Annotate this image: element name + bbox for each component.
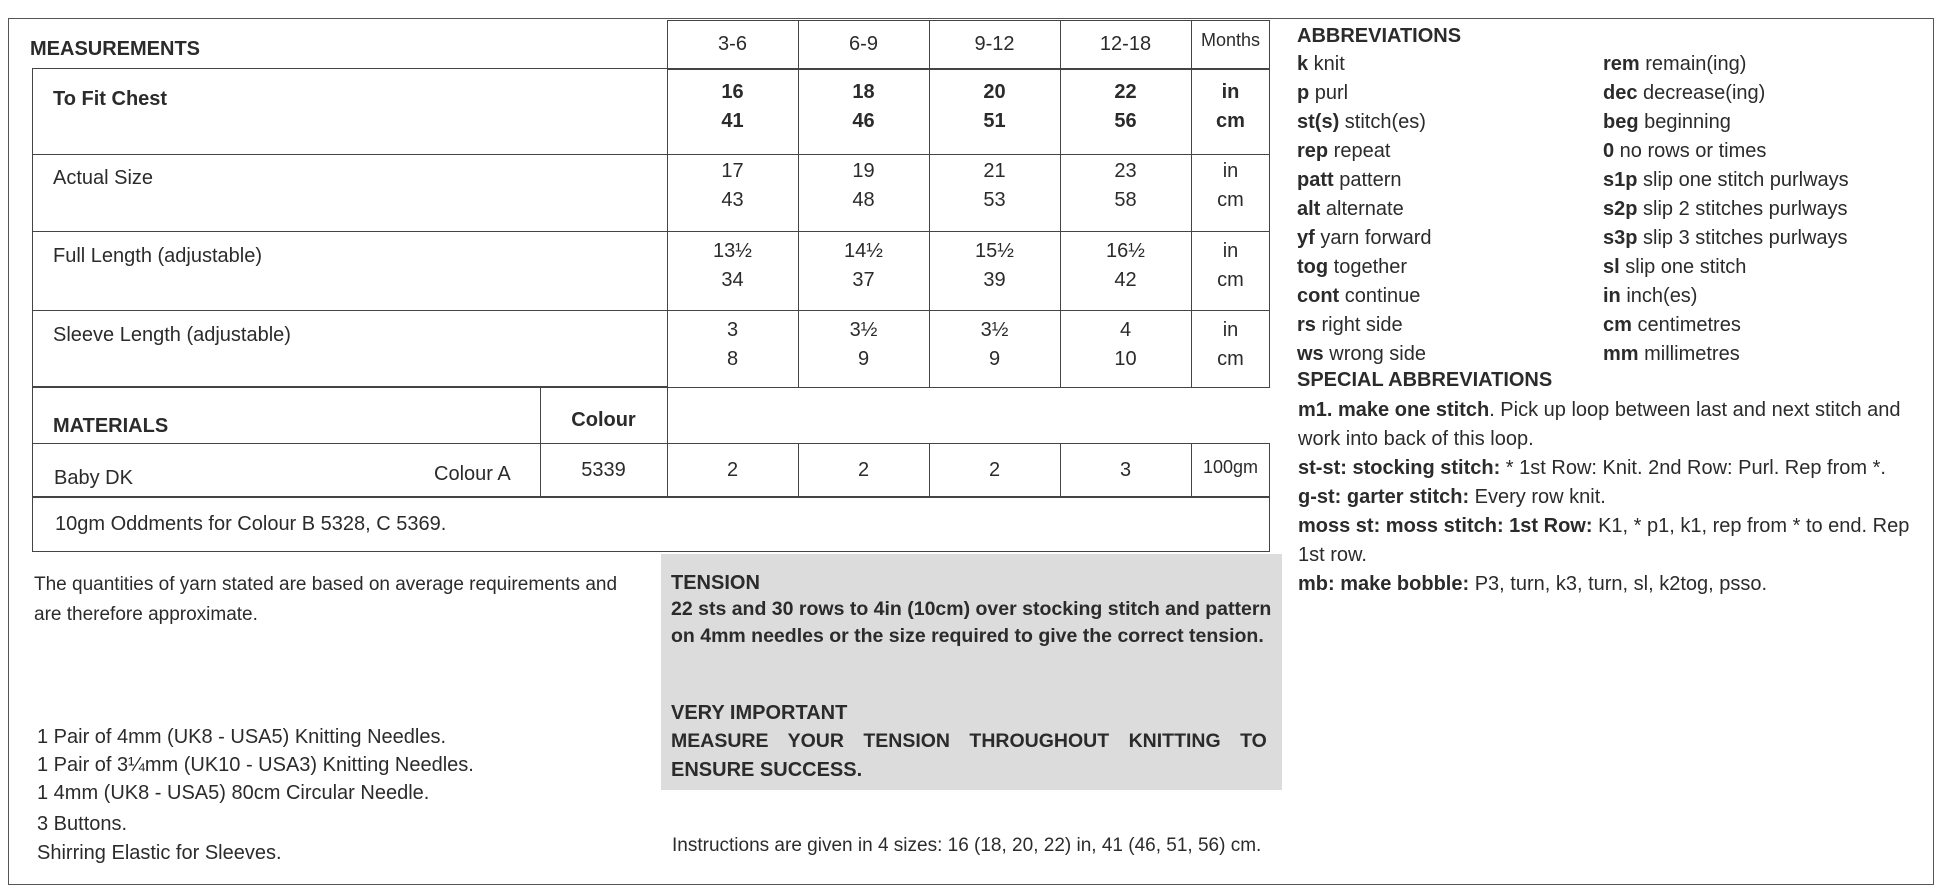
chest-value-in: 16 bbox=[721, 81, 744, 103]
special-abbreviation-definition: Every row knit. bbox=[1469, 486, 1606, 508]
measurements-title: MEASUREMENTS bbox=[30, 38, 201, 60]
abbreviation-key: 0 bbox=[1603, 140, 1615, 162]
row-separator bbox=[32, 310, 1270, 311]
chest-unit-in: in bbox=[1221, 81, 1240, 103]
abbreviation-item bbox=[1603, 110, 1731, 134]
abbreviation-item bbox=[1603, 284, 1697, 308]
special-abbreviation-key: mb: make bobble: bbox=[1298, 573, 1470, 595]
actual-value-in: 17 bbox=[721, 160, 744, 182]
length-value-in: 14½ bbox=[844, 240, 883, 262]
abbreviation-definition: stitch(es) bbox=[1339, 111, 1426, 133]
actual-value-cm: 48 bbox=[852, 189, 875, 211]
materials-title: MATERIALS bbox=[53, 415, 169, 437]
oddments-text: 10gm Oddments for Colour B 5328, C 5369. bbox=[55, 513, 447, 535]
abbreviation-key: in bbox=[1603, 285, 1621, 307]
special-abbreviation-definition: K1, * p1, k1, rep from * to end. Rep 1st row. bbox=[1298, 515, 1910, 566]
abbreviation-item bbox=[1603, 168, 1849, 192]
abbreviation-item bbox=[1297, 52, 1345, 76]
abbreviation-definition: pattern bbox=[1333, 169, 1402, 191]
abbreviation-definition: slip 2 stitches purlways bbox=[1637, 198, 1848, 220]
special-abbreviations-title: SPECIAL ABBREVIATIONS bbox=[1297, 369, 1553, 391]
length-value-cm: 39 bbox=[983, 269, 1006, 291]
special-abbreviation-key: m1. make one stitch bbox=[1298, 399, 1490, 421]
yarn-note-line: are therefore approximate. bbox=[34, 604, 258, 625]
abbreviation-key: k bbox=[1297, 53, 1309, 75]
tension-line: on 4mm needles or the size required to give the correct tension. bbox=[671, 625, 1264, 647]
size-header: 9-12 bbox=[974, 33, 1015, 55]
abbreviation-item bbox=[1603, 139, 1766, 163]
length-value-cm: 34 bbox=[721, 269, 744, 291]
tension-title: TENSION bbox=[671, 572, 760, 594]
important-line: MEASURE YOUR TENSION THROUGHOUT KNITTING TO bbox=[671, 730, 1267, 752]
abbreviation-definition: repeat bbox=[1328, 140, 1391, 162]
length-value-in: 16½ bbox=[1106, 240, 1145, 262]
row-label-sleeve-length: Sleeve Length (adjustable) bbox=[53, 324, 291, 346]
actual-value-in: 21 bbox=[983, 160, 1006, 182]
abbreviation-key: dec bbox=[1603, 82, 1638, 104]
sleeve-value-in: 3 bbox=[726, 319, 739, 341]
abbreviation-item bbox=[1603, 52, 1746, 76]
special-abbreviation-item bbox=[1298, 570, 1918, 599]
abbreviation-definition: no rows or times bbox=[1614, 140, 1767, 162]
abbreviation-item bbox=[1297, 110, 1426, 134]
row-label-actual-size: Actual Size bbox=[53, 167, 154, 189]
elastic-item: Shirring Elastic for Sleeves. bbox=[37, 842, 282, 864]
special-abbreviation-key: g-st: garter stitch: bbox=[1298, 486, 1470, 508]
abbreviation-item bbox=[1297, 197, 1404, 221]
abbreviation-definition: slip 3 stitches purlways bbox=[1637, 227, 1848, 249]
chest-value-in: 18 bbox=[852, 81, 875, 103]
needle-item: 1 4mm (UK8 - USA5) 80cm Circular Needle. bbox=[37, 782, 430, 804]
special-abbreviation-item bbox=[1298, 483, 1918, 512]
abbreviation-definition: remain(ing) bbox=[1639, 53, 1747, 75]
yarn-quantity: 2 bbox=[726, 459, 739, 481]
abbreviation-definition: millimetres bbox=[1638, 343, 1740, 365]
important-title: VERY IMPORTANT bbox=[671, 702, 848, 724]
sleeve-value-in: 3½ bbox=[849, 319, 878, 341]
actual-value-in: 19 bbox=[852, 160, 875, 182]
important-line: ENSURE SUCCESS. bbox=[671, 759, 863, 781]
abbreviation-definition: beginning bbox=[1638, 111, 1731, 133]
abbreviation-key: p bbox=[1297, 82, 1310, 104]
length-value-in: 13½ bbox=[713, 240, 752, 262]
length-unit-in: in bbox=[1222, 240, 1239, 262]
abbreviation-key: cont bbox=[1297, 285, 1340, 307]
chest-value-in: 20 bbox=[983, 81, 1006, 103]
size-header: 6-9 bbox=[849, 33, 878, 55]
abbreviation-definition: decrease(ing) bbox=[1637, 82, 1766, 104]
yarn-quantity-unit: 100gm bbox=[1202, 457, 1259, 477]
row-separator bbox=[32, 154, 1270, 155]
yarn-quantity: 3 bbox=[1119, 459, 1132, 481]
actual-unit-in: in bbox=[1222, 160, 1239, 182]
sleeve-unit-in: in bbox=[1222, 319, 1239, 341]
sleeve-value-cm: 9 bbox=[988, 348, 1001, 370]
abbreviation-item bbox=[1297, 81, 1348, 105]
length-unit-cm: cm bbox=[1217, 269, 1244, 291]
row-label-full-length: Full Length (adjustable) bbox=[53, 245, 263, 267]
special-abbreviation-key: moss st: moss stitch: 1st Row: bbox=[1298, 515, 1593, 537]
abbreviation-definition: wrong side bbox=[1323, 343, 1426, 365]
abbreviation-item bbox=[1297, 284, 1420, 308]
actual-value-cm: 43 bbox=[721, 189, 744, 211]
abbreviation-key: mm bbox=[1603, 343, 1639, 365]
length-value-cm: 37 bbox=[852, 269, 875, 291]
abbreviation-key: beg bbox=[1603, 111, 1639, 133]
abbreviation-definition: continue bbox=[1339, 285, 1421, 307]
abbreviation-key: s3p bbox=[1603, 227, 1638, 249]
abbreviation-key: s1p bbox=[1603, 169, 1638, 191]
abbreviation-definition: together bbox=[1328, 256, 1408, 278]
sleeve-unit-cm: cm bbox=[1217, 348, 1244, 370]
colour-header: Colour bbox=[571, 409, 636, 431]
yarn-colour-label: Colour A bbox=[434, 463, 511, 485]
chest-value-cm: 41 bbox=[721, 110, 744, 132]
sleeve-value-in: 4 bbox=[1119, 319, 1132, 341]
abbreviation-definition: inch(es) bbox=[1620, 285, 1698, 307]
tension-line: 22 sts and 30 rows to 4in (10cm) over stocking stitch and pattern bbox=[671, 598, 1272, 620]
tension-box bbox=[661, 554, 1282, 790]
unit-header: Months bbox=[1200, 30, 1261, 50]
sleeve-value-cm: 9 bbox=[857, 348, 870, 370]
actual-value-cm: 53 bbox=[983, 189, 1006, 211]
special-abbreviation-definition: . Pick up loop between last and next stitch and work into back of this loop. bbox=[1298, 399, 1901, 450]
size-header: 12-18 bbox=[1099, 33, 1152, 55]
needle-item: 1 Pair of 4mm (UK8 - USA5) Knitting Needles. bbox=[37, 726, 447, 748]
abbreviation-item bbox=[1603, 313, 1741, 337]
abbreviation-key: ws bbox=[1297, 343, 1324, 365]
sleeve-value-in: 3½ bbox=[980, 319, 1009, 341]
yarn-quantity: 2 bbox=[988, 459, 1001, 481]
abbreviation-key: tog bbox=[1297, 256, 1329, 278]
sleeve-value-cm: 8 bbox=[726, 348, 739, 370]
instructions-text: Instructions are given in 4 sizes: 16 (18, 20, 22) in, 41 (46, 51, 56) cm. bbox=[672, 835, 1262, 856]
abbreviation-item bbox=[1603, 255, 1746, 279]
needle-item: 1 Pair of 3¼mm (UK10 - USA3) Knitting Needles. bbox=[37, 754, 474, 776]
materials-top-line bbox=[32, 386, 668, 387]
special-abbreviation-key: st-st: stocking stitch: bbox=[1298, 457, 1501, 479]
abbreviation-definition: knit bbox=[1308, 53, 1345, 75]
yarn-note-line: The quantities of yarn stated are based on average requirements and bbox=[34, 574, 618, 595]
abbreviation-item bbox=[1297, 226, 1432, 250]
abbreviation-key: sl bbox=[1603, 256, 1620, 278]
abbreviation-definition: centimetres bbox=[1631, 314, 1741, 336]
abbreviation-key: s2p bbox=[1603, 198, 1638, 220]
chest-unit-cm: cm bbox=[1216, 110, 1245, 132]
abbreviation-item bbox=[1297, 313, 1403, 337]
chest-value-cm: 46 bbox=[852, 110, 875, 132]
abbreviation-key: rep bbox=[1297, 140, 1329, 162]
actual-unit-cm: cm bbox=[1217, 189, 1244, 211]
abbreviation-definition: yarn forward bbox=[1314, 227, 1432, 249]
chest-value-cm: 56 bbox=[1114, 110, 1137, 132]
row-label-to-fit-chest: To Fit Chest bbox=[53, 88, 168, 110]
abbreviation-item bbox=[1297, 168, 1402, 192]
abbreviation-item bbox=[1297, 342, 1426, 366]
abbreviation-key: patt bbox=[1297, 169, 1334, 191]
size-header: 3-6 bbox=[718, 33, 747, 55]
abbreviation-definition: purl bbox=[1309, 82, 1349, 104]
abbreviation-key: cm bbox=[1603, 314, 1632, 336]
abbreviations-title: ABBREVIATIONS bbox=[1297, 25, 1462, 47]
yarn-name: Baby DK bbox=[54, 467, 133, 489]
abbreviation-item bbox=[1603, 197, 1848, 221]
actual-value-in: 23 bbox=[1114, 160, 1137, 182]
special-abbreviation-item bbox=[1298, 512, 1918, 570]
special-abbreviation-item bbox=[1298, 396, 1918, 454]
abbreviation-key: rs bbox=[1297, 314, 1316, 336]
abbreviation-definition: slip one stitch bbox=[1619, 256, 1747, 278]
abbreviation-item bbox=[1603, 342, 1740, 366]
abbreviation-item bbox=[1603, 226, 1848, 250]
length-value-cm: 42 bbox=[1114, 269, 1137, 291]
chest-value-in: 22 bbox=[1114, 81, 1137, 103]
abbreviation-definition: alternate bbox=[1320, 198, 1404, 220]
abbreviation-key: alt bbox=[1297, 198, 1321, 220]
yarn-colour-code: 5339 bbox=[581, 459, 626, 481]
abbreviation-definition: slip one stitch purlways bbox=[1637, 169, 1849, 191]
abbreviation-key: st(s) bbox=[1297, 111, 1340, 133]
abbreviation-item bbox=[1297, 139, 1390, 163]
abbreviation-key: rem bbox=[1603, 53, 1640, 75]
abbreviation-key: yf bbox=[1297, 227, 1315, 249]
row-separator bbox=[32, 231, 1270, 232]
actual-value-cm: 58 bbox=[1114, 189, 1137, 211]
length-value-in: 15½ bbox=[975, 240, 1014, 262]
abbreviation-item bbox=[1297, 255, 1407, 279]
special-abbreviation-definition: * 1st Row: Knit. 2nd Row: Purl. Rep from *. bbox=[1500, 457, 1886, 479]
special-abbreviation-item bbox=[1298, 454, 1918, 483]
special-abbreviation-definition: P3, turn, k3, turn, sl, k2tog, psso. bbox=[1469, 573, 1768, 595]
buttons-item: 3 Buttons. bbox=[37, 813, 128, 835]
sleeve-value-cm: 10 bbox=[1114, 348, 1137, 370]
abbreviation-item bbox=[1603, 81, 1765, 105]
yarn-quantity: 2 bbox=[857, 459, 870, 481]
abbreviation-definition: right side bbox=[1315, 314, 1403, 336]
chest-value-cm: 51 bbox=[983, 110, 1006, 132]
